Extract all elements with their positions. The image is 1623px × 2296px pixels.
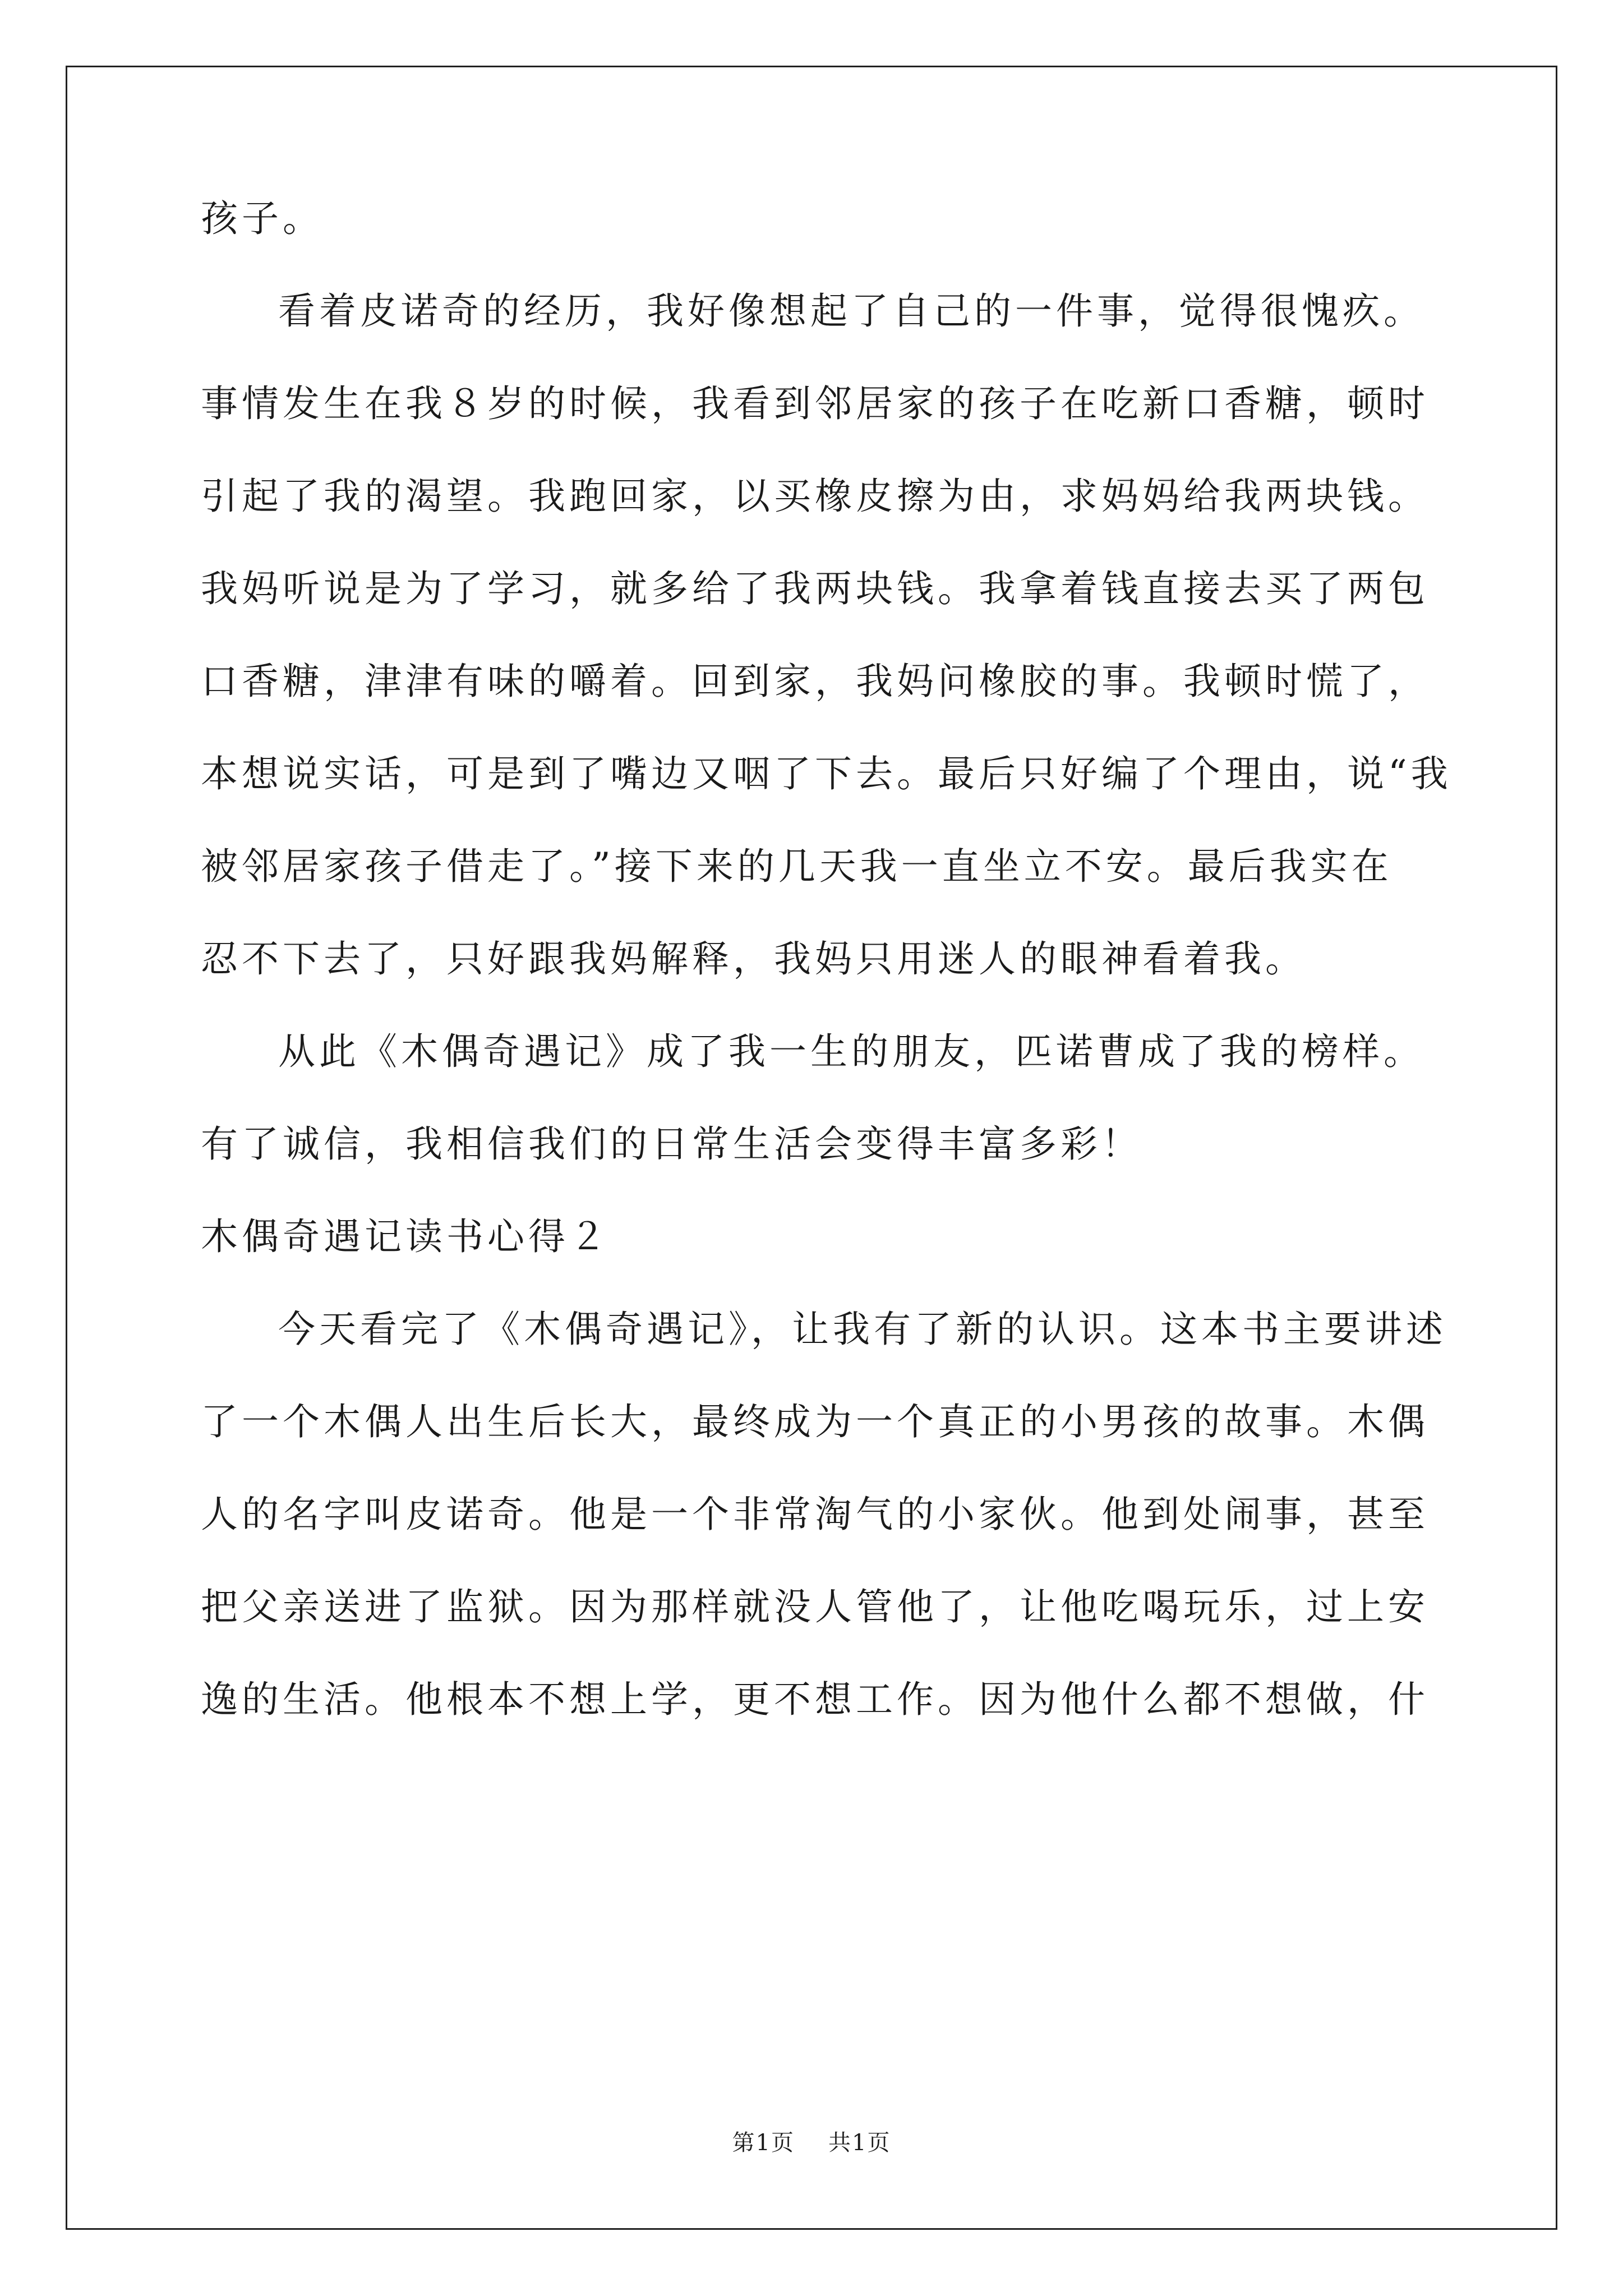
body-line: 我妈听说是为了学习，就多给了我两块钱。我拿着钱直接去买了两包 <box>201 567 1429 610</box>
paragraph-first-line: 今天看完了《木偶奇遇记》，让我有了新的认识。这本书主要讲述 <box>278 1308 1447 1351</box>
body-line: 本想说实话，可是到了嘴边又咽了下去。最后只好编了个理由，说“我 <box>201 752 1452 795</box>
paragraph-first-line: 从此《木偶奇遇记》成了我一生的朋友，匹诺曹成了我的榜样。 <box>278 1030 1424 1073</box>
page-footer <box>0 2125 1623 2157</box>
paragraph-first-line: 看着皮诺奇的经历，我好像想起了自己的一件事，觉得很愧疚。 <box>278 289 1424 333</box>
body-line: 引起了我的渴望。我跑回家，以买橡皮擦为由，求妈妈给我两块钱。 <box>201 475 1429 518</box>
body-line: 孩子。 <box>201 197 324 240</box>
page-number: 第1页 <box>732 2130 795 2156</box>
page-total: 共1页 <box>828 2130 891 2156</box>
body-line: 逸的生活。他根本不想上学，更不想工作。因为他什么都不想做，什 <box>201 1678 1429 1721</box>
body-line: 被邻居家孩子借走了。”接下来的几天我一直坐立不安。最后我实在 <box>201 845 1393 888</box>
section-heading: 木偶奇遇记读书心得２ <box>201 1215 610 1258</box>
body-line: 有了诚信，我相信我们的日常生活会变得丰富多彩！ <box>201 1122 1142 1166</box>
body-line: 了一个木偶人出生后长大，最终成为一个真正的小男孩的故事。木偶 <box>201 1400 1429 1443</box>
body-line: 把父亲送进了监狱。因为那样就没人管他了，让他吃喝玩乐，过上安 <box>201 1585 1429 1628</box>
body-line: 事情发生在我８岁的时候，我看到邻居家的孩子在吃新口香糖，顿时 <box>201 382 1429 425</box>
body-line: 口香糖，津津有味的嚼着。回到家，我妈问橡胶的事。我顿时慌了， <box>201 660 1429 703</box>
body-line: 忍不下去了，只好跟我妈解释，我妈只用迷人的眼神看着我。 <box>201 937 1306 981</box>
body-line: 人的名字叫皮诺奇。他是一个非常淘气的小家伙。他到处闹事，甚至 <box>201 1493 1429 1536</box>
